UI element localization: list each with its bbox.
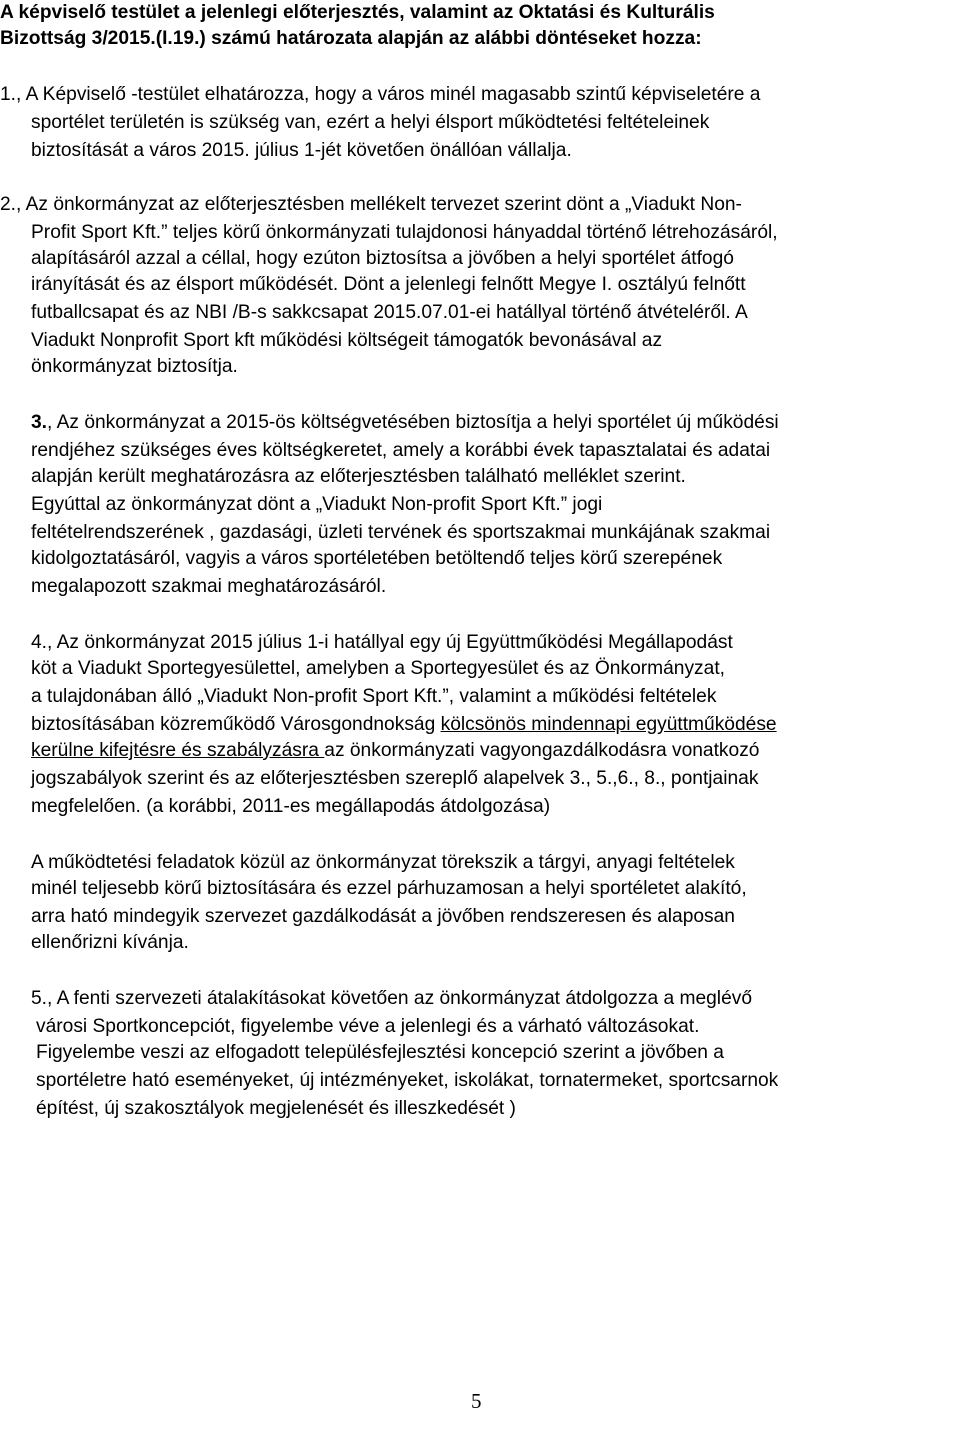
item-3-line-3: alapján került meghatározásra az előterjesztésben található melléklet szerint.	[31, 466, 686, 487]
item-3-number: 3.	[31, 412, 48, 433]
item-3-line-7: megalapozott szakmai meghatározásáról.	[31, 576, 387, 597]
paragraph-line-4: ellenőrizni kívánja.	[31, 932, 189, 953]
item-1-line-3: biztosítását a város 2015. július 1-jét követően önállóan vállalja.	[31, 140, 572, 161]
item-3-line-1	[31, 411, 779, 435]
item-2-line-2: Profit Sport Kft.” teljes körű önkormányzati tulajdonosi hányaddal történő létrehozásáról,	[31, 222, 778, 243]
item-3-line-5: feltételrendszerének , gazdasági, üzleti tervének és sportszakmai munkájának szakmai	[31, 522, 771, 543]
item-3-line-2: rendjéhez szükséges éves költségkeretet, amely a korábbi évek tapasztalatai és adatai	[31, 440, 771, 461]
page-number: 5	[471, 1389, 482, 1413]
item-2-line-5: futballcsapat és az NBI /B-s sakkcsapat 2015.07.01-ei hatállyal történő átvételéről. A	[31, 302, 748, 323]
item-2-line-1: 2., Az önkormányzat az előterjesztésben mellékelt tervezet szerint dönt a „Viadukt Non-	[0, 194, 742, 215]
item-5-line-3: Figyelembe veszi az elfogadott településfejlesztési koncepció szerint a jövőben a	[36, 1042, 724, 1063]
item-4-line-5	[31, 739, 759, 763]
item-5-line-1: 5., A fenti szervezeti átalakításokat követően az önkormányzat átdolgozza a meglévő	[31, 988, 753, 1009]
item-5-line-5: építést, új szakosztályok megjelenését és illeszkedését )	[36, 1098, 516, 1119]
item-2-line-4: irányítását és az élsport működését. Dönt a jelenlegi felnőtt Megye I. osztályú felnőtt	[31, 274, 746, 295]
item-5-line-2: városi Sportkoncepciót, figyelembe véve a jelenlegi és a várható változásokat.	[36, 1016, 700, 1037]
item-4-line-7: megfelelően. (a korábbi, 2011-es megállapodás átdolgozása)	[31, 796, 551, 817]
item-2-line-7: önkormányzat biztosítja.	[31, 356, 238, 377]
item-4-line-1: 4., Az önkormányzat 2015 július 1-i hatállyal egy új Együttműködési Megállapodást	[31, 632, 733, 653]
paragraph-line-3: arra ható mindegyik szervezet gazdálkodását a jövőben rendszeresen és alaposan	[31, 906, 735, 927]
item-3-line-4: Egyúttal az önkormányzat dönt a „Viadukt Non-profit Sport Kft.” jogi	[31, 494, 603, 515]
item-3-line-1-text: , Az önkormányzat a 2015-ös költségvetésében biztosítja a helyi sportélet új működési	[47, 412, 779, 433]
heading-line-2: Bizottság 3/2015.(I.19.) számú határozata alapján az alábbi döntéseket hozza:	[0, 28, 702, 49]
item-4-line-4-text: biztosításában közreműködő Városgondnokság	[31, 714, 441, 735]
item-1-line-1: 1., A Képviselő -testület elhatározza, hogy a város minél magasabb szintű képviseletére a	[0, 84, 761, 105]
item-2-line-3: alapításáról azzal a céllal, hogy ezúton biztosítsa a jövőben a helyi sportélet átfogó	[31, 248, 734, 269]
item-4-line-6: jogszabályok szerint és az előterjesztésben szereplő alapelvek 3., 5.,6., 8., pontjainak	[31, 768, 759, 789]
paragraph-line-2: minél teljesebb körű biztosítására és ezzel párhuzamosan a helyi sportéletet alakító,	[31, 878, 747, 899]
item-4-line-3: a tulajdonában álló „Viadukt Non-profit Sport Kft.”, valamint a működési feltételek	[31, 686, 717, 707]
item-4-line-2: köt a Viadukt Sportegyesülettel, amelyben a Sportegyesület és az Önkormányzat,	[31, 658, 725, 679]
heading-line-1: A képviselő testület a jelenlegi előterjesztés, valamint az Oktatási és Kulturális	[0, 2, 715, 23]
item-3-line-6: kidolgoztatásáról, vagyis a város sportéletében betöltendő teljes körű szerepének	[31, 548, 723, 569]
item-4-line-4	[31, 713, 777, 737]
item-4-line-5-underlined: kerülne kifejtésre és szabályzásra	[31, 740, 325, 761]
item-1-line-2: sportélet területén is szükség van, ezért a helyi élsport működtetési feltételeinek	[31, 112, 710, 133]
item-2-line-6: Viadukt Nonprofit Sport kft működési költségeit támogatók bevonásával az	[31, 330, 663, 351]
item-4-line-5-text: az önkormányzati vagyongazdálkodásra vonatkozó	[324, 740, 760, 761]
paragraph-line-1: A működtetési feladatok közül az önkormányzat törekszik a tárgyi, anyagi feltételek	[31, 852, 735, 873]
item-4-line-4-underlined: kölcsönös mindennapi együttműködése	[440, 714, 777, 735]
item-5-line-4: sportéletre ható eseményeket, új intézményeket, iskolákat, tornatermeket, sportcsarnok	[36, 1070, 779, 1091]
